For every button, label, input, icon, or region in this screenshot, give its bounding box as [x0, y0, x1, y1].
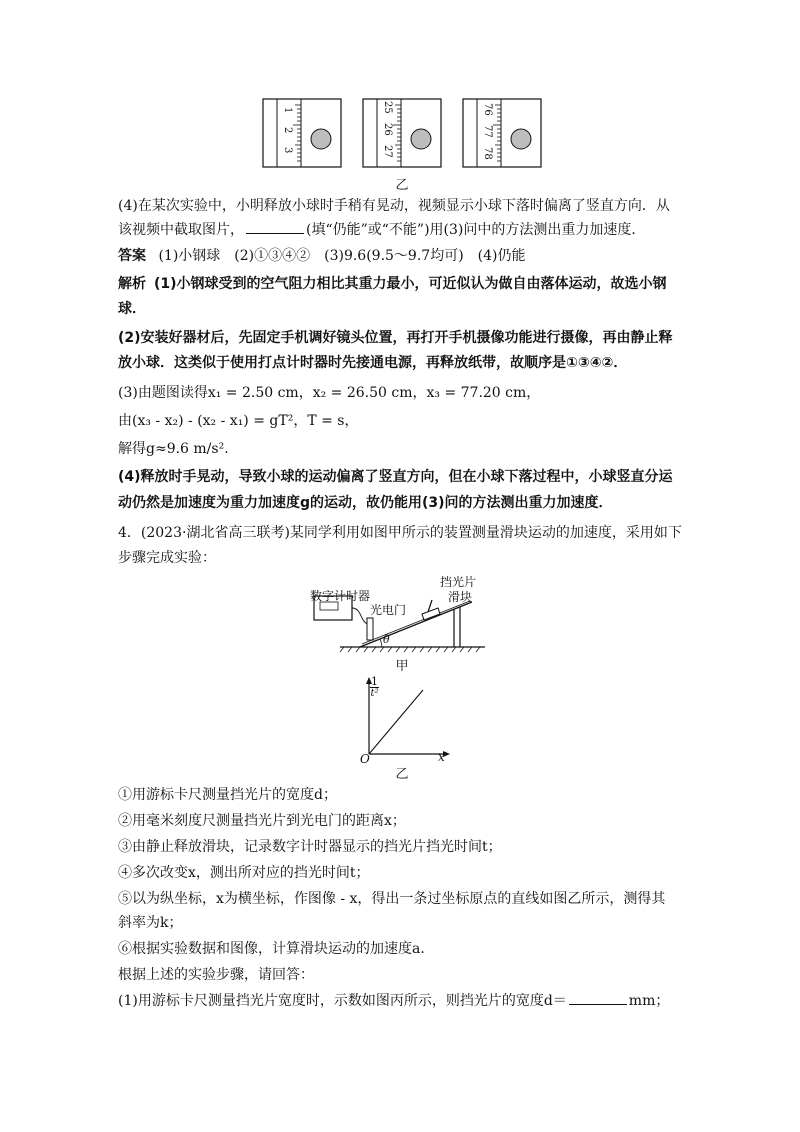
analysis-p2-line1: (2)安装好器材后，先固定手机调好镜头位置，再打开手机摄像功能进行摄像，再由静止释 — [118, 330, 673, 346]
graph-y-label: 1 t² — [370, 675, 379, 699]
question4-line1: 4．(2023·湖北省高三联考)某同学利用如图甲所示的装置测量滑块运动的加速度，采用如下 — [118, 525, 682, 541]
figure-caption-jia: 甲 — [395, 659, 409, 674]
closing-line1: 根据上述的实验步骤，请回答： — [118, 967, 314, 983]
ruler-panel-3 — [463, 99, 541, 167]
ruler-panel-1 — [263, 99, 341, 167]
step-2: ②用毫米刻度尺测量挡光片到光电门的距离x； — [118, 813, 406, 829]
angle-label: θ — [383, 633, 390, 646]
figure-caption-yi-top: 乙 — [395, 178, 409, 193]
answer-blank — [246, 219, 304, 234]
ruler-tick: 78 — [482, 147, 493, 160]
step-5: ⑤以为纵坐标，x为横坐标，作图像 - x，得出一条过坐标原点的直线如图乙所示，测得其 — [118, 891, 666, 907]
figure-caption-yi: 乙 — [395, 767, 409, 782]
analysis-p4-line2: 动仍然是加速度为重力加速度g的运动，故仍能用(3)问的方法测出重力加速度． — [118, 495, 613, 511]
graph-line — [369, 690, 423, 754]
step-3: ③由静止释放滑块，记录数字计时器显示的挡光片挡光时间t； — [118, 839, 502, 855]
step-1: ①用游标卡尺测量挡光片的宽度d； — [118, 787, 337, 803]
answer-text: (1)小钢球 (2)①③④② (3)9.6(9.5～9.7均可) (4)仍能 — [158, 248, 526, 264]
step-6: ⑥根据实验数据和图像，计算滑块运动的加速度a. — [118, 941, 425, 957]
ruler-tick: 25 — [382, 101, 393, 114]
question4-line2: 步骤完成实验： — [118, 550, 216, 566]
shade-label: 挡光片 — [440, 575, 477, 589]
graph-origin-label: O — [360, 752, 370, 766]
analysis-p2-line2: 放小球．这类似于使用打点计时器时先接通电源，再释放纸带，故顺序是①③④②． — [118, 355, 628, 371]
ruler-tick: 27 — [382, 145, 393, 158]
answer-line — [118, 245, 688, 267]
step-5-cont: 斜率为k； — [118, 915, 183, 931]
ruler-tick: 76 — [482, 103, 493, 116]
answer-blank-width — [569, 990, 627, 1005]
ruler-panel-2 — [363, 99, 441, 167]
answer-label: 答案 — [118, 248, 146, 264]
ruler-tick: 3 — [282, 147, 293, 154]
slider-label: 滑块 — [448, 590, 473, 604]
analysis-p1-line1: 解析 (1)小钢球受到的空气阻力相比其重力最小，可近似认为做自由落体运动，故选小钢 — [118, 276, 667, 292]
analysis-p3-line3: 解得g≈9.6 m/s². — [118, 441, 229, 457]
ruler-figure — [255, 95, 555, 175]
analysis-p4-line1: (4)释放时手晃动，导致小球的运动偏离了竖直方向，但在小球下落过程中，小球竖直分运 — [118, 469, 673, 485]
analysis-p3-line1: (3)由题图读得x₁ = 2.50 cm，x₂ = 26.50 cm，x₃ = 77.20 cm， — [118, 385, 541, 401]
graph-x-label: x — [438, 750, 445, 764]
q4-part4-line2: 该视频中截取图片， (填“仍能”或“不能”)用(3)问中的方法测出重力加速度． — [118, 219, 688, 241]
q4-part4-line1: (4)在某次实验中，小明释放小球时手稍有晃动，视频显示小球下落时偏离了竖直方向．从 — [118, 198, 670, 214]
analysis-p3-line2: 由(x₃ - x₂) - (x₂ - x₁) = gT²，T = s， — [118, 413, 359, 429]
step-4: ④多次改变x，测出所对应的挡光时间t； — [118, 865, 370, 881]
ruler-tick: 1 — [282, 107, 293, 114]
closing-line2: (1)用游标卡尺测量挡光片宽度时，示数如图丙所示，则挡光片的宽度d＝ mm； — [118, 990, 688, 1012]
ruler-tick: 2 — [282, 127, 293, 134]
analysis-p1-line2: 球． — [118, 301, 146, 317]
ruler-tick: 26 — [382, 123, 393, 136]
ruler-tick: 77 — [482, 125, 493, 138]
photogate-label: 光电门 — [370, 603, 407, 617]
timer-label: 数字计时器 — [310, 589, 371, 603]
